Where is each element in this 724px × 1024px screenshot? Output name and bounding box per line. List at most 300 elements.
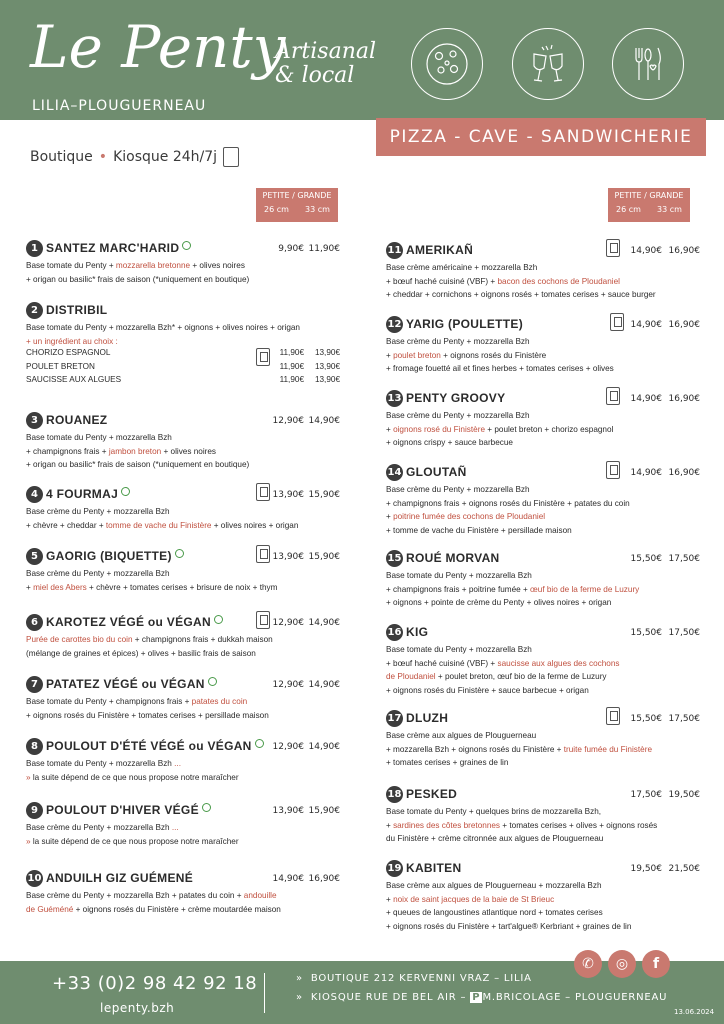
item-name-text: ANDUILH GIZ GUÉMENÉ xyxy=(46,871,194,885)
vegetarian-leaf-icon xyxy=(208,677,217,686)
item-name xyxy=(46,677,217,691)
price-large: 14,90€ xyxy=(308,742,340,752)
price-large: 13,90€ xyxy=(314,348,340,357)
price-small: 14,90€ xyxy=(630,246,662,256)
description-text: + champignons frais + dukkah maison xyxy=(132,635,273,644)
item-number-badge: 7 xyxy=(26,676,43,693)
description-text: + chèvre + tomates cerises + brisure de noix + thym xyxy=(86,582,278,592)
highlight-ingredient: sardines des côtes bretonnes xyxy=(393,820,501,830)
description-text: Base crème aux algues de Plouguerneau + mozzarella Bzh xyxy=(386,881,602,890)
item-description xyxy=(26,505,298,532)
description-text: Base tomate du Penty + mozzarella Bzh xyxy=(26,433,172,442)
address-kiosk-text-2: M.BRICOLAGE – PLOUGUERNEAU xyxy=(482,992,668,1003)
highlight-ingredient: + un ingrédient au choix : xyxy=(26,336,118,346)
highlight-ingredient: de Ploudaniel xyxy=(386,672,436,681)
highlight-ingredient: poitrine fumée des cochons de Ploudaniel xyxy=(393,512,546,521)
description-line xyxy=(386,483,630,497)
description-line xyxy=(26,889,281,903)
description-text: + oignons rosés du Finistère + sauce barbecue + origan xyxy=(386,685,589,695)
description-text: Base crème du Penty + mozzarella Bzh xyxy=(26,823,172,832)
item-name xyxy=(406,391,505,405)
item-name-text: PENTY GROOVY xyxy=(406,391,506,405)
price-small: 11,90€ xyxy=(279,375,304,384)
description-line xyxy=(26,771,239,785)
description-text: + origan ou basilic* frais de saison (*uniquement en boutique) xyxy=(26,460,250,469)
vegetarian-leaf-icon xyxy=(175,549,184,558)
price-large: 13,90€ xyxy=(314,361,340,371)
item-description xyxy=(26,821,239,848)
description-line xyxy=(386,261,656,275)
kiosk-available-icon xyxy=(606,461,620,479)
description-line xyxy=(386,657,619,671)
item-name-text: SANTEZ MARC'HARID xyxy=(46,241,180,255)
description-line xyxy=(26,695,269,709)
description-line xyxy=(26,259,249,273)
variant-name: POULET BRETON xyxy=(26,361,95,371)
description-line xyxy=(386,879,631,893)
description-text: Base tomate du Penty + mozzarella Bzh xyxy=(386,571,532,580)
description-text: + champignons frais + xyxy=(26,446,109,456)
price-small: 15,50€ xyxy=(630,714,662,724)
description-text: + poulet breton + chorizo espagnol xyxy=(485,424,614,434)
description-text: Base tomate du Penty + mozzarella Bzh xyxy=(386,645,532,654)
website-link[interactable]: lepenty.bzh xyxy=(100,1001,175,1015)
description-line xyxy=(386,684,619,698)
cutlery-icon xyxy=(612,28,684,100)
variant-row xyxy=(26,348,346,362)
item-description xyxy=(26,321,300,348)
description-line xyxy=(26,835,239,849)
shop-label: Boutique xyxy=(30,149,93,165)
size-small: 26 cm xyxy=(616,205,641,214)
item-number-badge: 9 xyxy=(26,802,43,819)
item-name xyxy=(46,241,191,255)
price-small: 9,90€ xyxy=(278,244,304,254)
size-title: PETITE / GRANDE xyxy=(614,191,684,200)
description-text: + oignons rosés du Finistère + tart'algue® Kerbriant + graines de lin xyxy=(386,921,632,931)
description-line xyxy=(386,729,652,743)
price-small: 14,90€ xyxy=(630,320,662,330)
price-large: 15,90€ xyxy=(308,552,340,562)
instagram-icon[interactable]: ◎ xyxy=(608,950,636,978)
price-large: 14,90€ xyxy=(308,680,340,690)
item-name-text: POULOUT D'ÉTÉ VÉGÉ ou VÉGAN xyxy=(46,739,252,753)
item-description xyxy=(26,757,239,784)
size-large: 33 cm xyxy=(657,205,682,214)
description-text: + bœuf haché cuisiné (VBF) + xyxy=(386,276,498,286)
item-name-text: KABITEN xyxy=(406,861,462,875)
item-name xyxy=(46,871,193,885)
price-small: 13,90€ xyxy=(272,490,304,500)
item-number-badge: 1 xyxy=(26,240,43,257)
kiosk-label: Kiosque 24h/7j xyxy=(113,149,218,165)
price-small: 11,90€ xyxy=(279,348,304,357)
item-number-badge: 14 xyxy=(386,464,403,481)
highlight-ingredient: saucisse aux algues des cochons xyxy=(497,658,620,668)
price-small: 14,90€ xyxy=(630,468,662,478)
item-name xyxy=(406,861,461,875)
item-name-text: ROUÉ MORVAN xyxy=(406,551,500,565)
description-line xyxy=(26,567,277,581)
highlight-ingredient: » xyxy=(26,836,31,846)
size-header-left xyxy=(256,188,338,222)
description-text: + oignons rosés du Finistère + crème moutardée maison xyxy=(73,904,281,914)
logo-title: Le Penty xyxy=(30,13,286,81)
tagline xyxy=(275,40,376,88)
highlight-ingredient: poulet breton xyxy=(393,350,441,360)
item-name-text: ROUANEZ xyxy=(46,413,108,427)
description-line xyxy=(386,335,614,349)
price-large: 11,90€ xyxy=(308,244,340,254)
chevron-right-icon: » xyxy=(296,992,311,1003)
description-text: + tomates cerises + olives + oignons rosés xyxy=(500,820,658,830)
description-text: + oignons + pointe de crème du Penty + olives noires + origan xyxy=(386,598,612,607)
location-subtitle: LILIA–PLOUGUERNEAU xyxy=(32,98,207,114)
item-number-badge: 11 xyxy=(386,242,403,259)
item-description xyxy=(26,567,277,594)
item-number-badge: 3 xyxy=(26,412,43,429)
description-text: Base crème du Penty + mozzarella Bzh xyxy=(386,485,530,494)
price-large: 16,90€ xyxy=(668,394,700,404)
description-text: la suite dépend de ce que nous propose notre maraîcher xyxy=(30,772,239,782)
description-text: + poulet breton, œuf bio de la ferme de Luzury xyxy=(435,672,607,681)
phone-number[interactable]: +33 (0)2 98 42 92 18 xyxy=(52,973,258,994)
item-description xyxy=(386,729,652,770)
highlight-ingredient: oignons rosé du Finistère xyxy=(393,424,485,434)
description-text: (mélange de graines et épices) + olives + basilic frais de saison xyxy=(26,648,256,658)
kiosk-available-icon xyxy=(606,387,620,405)
item-name xyxy=(406,317,523,331)
vegetarian-leaf-icon xyxy=(121,487,130,496)
item-name xyxy=(406,711,448,725)
highlight-ingredient: mozzarella bretonne xyxy=(115,261,191,270)
item-name xyxy=(406,243,473,257)
item-description xyxy=(26,431,249,472)
item-number-badge: 16 xyxy=(386,624,403,641)
description-line xyxy=(386,275,656,289)
description-line xyxy=(386,819,657,833)
size-header-right xyxy=(608,188,690,222)
description-line xyxy=(26,321,300,335)
highlight-ingredient: miel des Abers xyxy=(33,582,87,592)
item-name-text: DISTRIBIL xyxy=(46,303,108,317)
price-large: 16,90€ xyxy=(668,320,700,330)
tagline-line-1: Artisanal xyxy=(275,39,377,64)
price-small: 17,50€ xyxy=(630,790,662,800)
description-line xyxy=(386,743,652,757)
variant-row xyxy=(26,362,346,376)
price-small: 13,90€ xyxy=(272,552,304,562)
description-text: + olives noires xyxy=(161,446,217,456)
description-line xyxy=(386,756,652,770)
description-line xyxy=(26,709,269,723)
price-small: 12,90€ xyxy=(272,680,304,690)
highlight-ingredient: noix de saint jacques de la baie de St Brieuc xyxy=(393,894,555,904)
size-large: 33 cm xyxy=(305,205,330,214)
description-text: + xyxy=(26,582,34,592)
price-large: 16,90€ xyxy=(668,246,700,256)
size-title: PETITE / GRANDE xyxy=(262,191,332,200)
variant-name: SAUCISSE AUX ALGUES xyxy=(26,375,122,384)
item-name-text: YARIG (POULETTE) xyxy=(406,317,524,331)
description-text: Base tomate du Penty + xyxy=(26,261,116,270)
address-boutique xyxy=(296,973,532,984)
description-line xyxy=(386,524,630,538)
item-name-text: GAORIG (BIQUETTE) xyxy=(46,549,172,563)
parking-icon: P xyxy=(472,992,481,1003)
facebook-icon[interactable]: f xyxy=(642,950,670,978)
description-text: Base tomate du Penty + champignons frais + xyxy=(26,697,192,706)
shop-line xyxy=(30,147,239,167)
description-text: + xyxy=(386,512,394,521)
description-text: la suite dépend de ce que nous propose notre maraîcher xyxy=(30,836,239,846)
description-text: + cheddar + cornichons + oignons rosés + tomates cerises + sauce burger xyxy=(386,290,656,299)
description-line xyxy=(386,805,657,819)
vegetarian-leaf-icon xyxy=(202,803,211,812)
description-line xyxy=(386,497,630,511)
description-line xyxy=(386,906,631,920)
highlight-ingredient: de Guéméné xyxy=(26,904,74,914)
whatsapp-icon[interactable]: ✆ xyxy=(574,950,602,978)
highlight-ingredient: patates du coin xyxy=(191,697,248,706)
description-line xyxy=(386,920,631,934)
description-text: Base tomate du Penty + mozzarella Bzh xyxy=(26,759,175,768)
vegetarian-leaf-icon xyxy=(182,241,191,250)
description-line xyxy=(386,510,630,524)
item-name xyxy=(46,739,264,753)
item-name-text: POULOUT D'HIVER VÉGÉ xyxy=(46,803,199,817)
item-name xyxy=(46,487,130,501)
description-text: Base tomate du Penty + mozzarella Bzh* + oignons + olives noires + origan xyxy=(26,323,300,332)
description-text: + bœuf haché cuisiné (VBF) + xyxy=(386,658,498,668)
description-line xyxy=(26,647,273,661)
variant-row xyxy=(26,375,346,389)
item-number-badge: 17 xyxy=(386,710,403,727)
description-line xyxy=(26,431,249,445)
tagline-line-2: & local xyxy=(275,63,355,89)
variant-list xyxy=(26,348,346,389)
description-text: Base crème aux algues de Plouguerneau xyxy=(386,731,537,740)
description-text: + origan ou basilic* frais de saison (*uniquement en boutique) xyxy=(26,274,250,284)
variant-name: CHORIZO ESPAGNOL xyxy=(26,348,111,357)
item-name-text: PATATEZ VÉGÉ ou VÉGAN xyxy=(46,677,205,691)
price-small: 14,90€ xyxy=(272,874,304,884)
item-number-badge: 13 xyxy=(386,390,403,407)
item-description xyxy=(26,889,281,916)
item-name-text: PESKED xyxy=(406,787,458,801)
price-small: 11,90€ xyxy=(279,361,304,371)
description-line xyxy=(386,670,619,684)
item-number-badge: 12 xyxy=(386,316,403,333)
description-text: + oignons rosés du Finistère + tomates cerises + persillade maison xyxy=(26,710,269,720)
item-description xyxy=(26,695,269,722)
description-text: + olives noires xyxy=(190,261,245,270)
item-name-text: AMERIKAÑ xyxy=(406,243,474,257)
kiosk-icon xyxy=(223,147,239,167)
item-description xyxy=(386,335,614,376)
address-kiosk xyxy=(296,992,667,1003)
chevron-right-icon: » xyxy=(296,973,311,984)
price-small: 14,90€ xyxy=(630,394,662,404)
price-small: 13,90€ xyxy=(272,806,304,816)
highlight-ingredient: ... xyxy=(174,759,181,768)
description-text: + champignons frais + oignons rosés du Finistère + patates du coin xyxy=(386,498,630,508)
price-small: 12,90€ xyxy=(272,618,304,628)
price-large: 19,50€ xyxy=(668,790,700,800)
item-number-badge: 6 xyxy=(26,614,43,631)
description-text: + chèvre + cheddar + xyxy=(26,520,106,530)
item-number-badge: 8 xyxy=(26,738,43,755)
description-line xyxy=(386,893,631,907)
price-large: 16,90€ xyxy=(308,874,340,884)
size-small: 26 cm xyxy=(264,205,289,214)
description-text: + tomme de vache du Finistère + persillade maison xyxy=(386,525,572,535)
description-text: Base crème du Penty + mozzarella Bzh xyxy=(386,337,530,346)
price-large: 14,90€ xyxy=(308,416,340,426)
description-line xyxy=(386,288,656,302)
description-text: + xyxy=(386,424,394,434)
description-text: + oignons crispy + sauce barbecue xyxy=(386,438,513,447)
description-text: + champignons frais + poitrine fumée + xyxy=(386,584,531,594)
highlight-ingredient: Purée de carottes bio du coin xyxy=(26,635,133,644)
price-large: 14,90€ xyxy=(308,618,340,628)
item-description xyxy=(386,409,613,450)
description-text: + oignons rosés du Finistère xyxy=(440,350,547,360)
kiosk-available-icon xyxy=(606,239,620,257)
highlight-ingredient: andouille xyxy=(243,891,277,900)
description-text: + fromage fouetté ail et fines herbes + tomates cerises + olives xyxy=(386,364,614,373)
item-description xyxy=(26,259,249,286)
description-line xyxy=(386,349,614,363)
description-line xyxy=(26,757,239,771)
item-number-badge: 18 xyxy=(386,786,403,803)
description-text: du Finistère + crème citronnée aux algues de Plouguerneau xyxy=(386,834,604,843)
description-line xyxy=(26,458,249,472)
wine-glasses-icon xyxy=(512,28,584,100)
kiosk-available-icon xyxy=(256,348,270,366)
price-large: 21,50€ xyxy=(668,864,700,874)
description-line xyxy=(26,335,300,349)
description-text: Base crème américaine + mozzarella Bzh xyxy=(386,263,538,272)
description-line xyxy=(386,643,619,657)
highlight-ingredient: bacon des cochons de Ploudaniel xyxy=(497,276,620,286)
price-small: 15,50€ xyxy=(630,554,662,564)
description-text: Base crème du Penty + mozzarella Bzh xyxy=(26,569,170,578)
item-name xyxy=(406,787,457,801)
description-line xyxy=(386,596,639,610)
kiosk-available-icon xyxy=(256,545,270,563)
item-name xyxy=(46,803,211,817)
item-name xyxy=(406,551,500,565)
item-number-badge: 19 xyxy=(386,860,403,877)
description-line xyxy=(386,436,613,450)
item-number-badge: 15 xyxy=(386,550,403,567)
description-line xyxy=(26,903,281,917)
kiosk-available-icon xyxy=(610,313,624,331)
kiosk-available-icon xyxy=(256,483,270,501)
description-line xyxy=(386,423,613,437)
price-large: 17,50€ xyxy=(668,554,700,564)
item-name-text: GLOUTAÑ xyxy=(406,465,467,479)
item-name xyxy=(46,413,107,427)
price-small: 19,50€ xyxy=(630,864,662,874)
description-text: Base crème du Penty + mozzarella Bzh xyxy=(26,507,170,516)
description-line xyxy=(26,519,298,533)
description-line xyxy=(26,505,298,519)
kiosk-available-icon xyxy=(256,611,270,629)
item-name-text: KAROTEZ VÉGÉ ou VÉGAN xyxy=(46,615,211,629)
item-description xyxy=(26,633,273,660)
item-name xyxy=(46,549,184,563)
item-number-badge: 2 xyxy=(26,302,43,319)
highlight-ingredient: jambon breton xyxy=(108,446,162,456)
description-text: + xyxy=(386,350,394,360)
description-text: Base crème du Penty + mozzarella Bzh xyxy=(386,411,530,420)
description-line xyxy=(26,445,249,459)
item-name xyxy=(46,303,107,317)
item-description xyxy=(386,569,639,610)
highlight-ingredient: tomme de vache du Finistère xyxy=(105,520,212,530)
pizza-icon xyxy=(411,28,483,100)
item-description xyxy=(386,483,630,537)
address-boutique-text: BOUTIQUE 212 KERVENNI VRAZ – LILIA xyxy=(310,973,532,984)
item-number-badge: 4 xyxy=(26,486,43,503)
item-name-text: KIG xyxy=(406,625,429,639)
description-text: + xyxy=(386,894,394,904)
price-small: 12,90€ xyxy=(272,416,304,426)
item-description xyxy=(386,879,631,933)
item-description xyxy=(386,261,656,302)
description-line xyxy=(386,409,613,423)
description-text: + olives noires + origan xyxy=(211,520,299,530)
category-banner: PIZZA - CAVE - SANDWICHERIE xyxy=(376,118,706,156)
item-name xyxy=(406,465,467,479)
description-line xyxy=(26,821,239,835)
vegetarian-leaf-icon xyxy=(214,615,223,624)
highlight-ingredient: » xyxy=(26,772,31,782)
description-text: Base tomate du Penty + quelques brins de mozzarella Bzh, xyxy=(386,807,602,816)
description-line xyxy=(386,362,614,376)
item-description xyxy=(386,805,657,846)
description-text: + queues de langoustines atlantique nord + tomates cerises xyxy=(386,908,603,917)
description-line xyxy=(26,273,249,287)
price-large: 17,50€ xyxy=(668,714,700,724)
description-text: + tomates cerises + graines de lin xyxy=(386,758,509,767)
description-text: + xyxy=(386,820,394,830)
item-name xyxy=(406,625,428,639)
description-line xyxy=(386,832,657,846)
kiosk-available-icon xyxy=(606,707,620,725)
highlight-ingredient: œuf bio de la ferme de Luzury xyxy=(530,584,640,594)
description-text: Base crème du Penty + mozzarella Bzh + patates du coin + xyxy=(26,891,244,900)
price-small: 15,50€ xyxy=(630,628,662,638)
description-line xyxy=(26,581,277,595)
item-name-text: DLUZH xyxy=(406,711,449,725)
footer-divider xyxy=(264,973,265,1013)
address-kiosk-text: KIOSQUE RUE DE BEL AIR – xyxy=(310,992,471,1003)
item-number-badge: 10 xyxy=(26,870,43,887)
description-line xyxy=(386,583,639,597)
price-large: 17,50€ xyxy=(668,628,700,638)
highlight-ingredient: truite fumée du Finistère xyxy=(563,744,653,754)
price-large: 13,90€ xyxy=(314,375,340,384)
description-line xyxy=(386,569,639,583)
highlight-ingredient: ... xyxy=(171,823,179,832)
price-large: 16,90€ xyxy=(668,468,700,478)
separator-dot: • xyxy=(98,149,108,165)
item-number-badge: 5 xyxy=(26,548,43,565)
description-line xyxy=(26,633,273,647)
